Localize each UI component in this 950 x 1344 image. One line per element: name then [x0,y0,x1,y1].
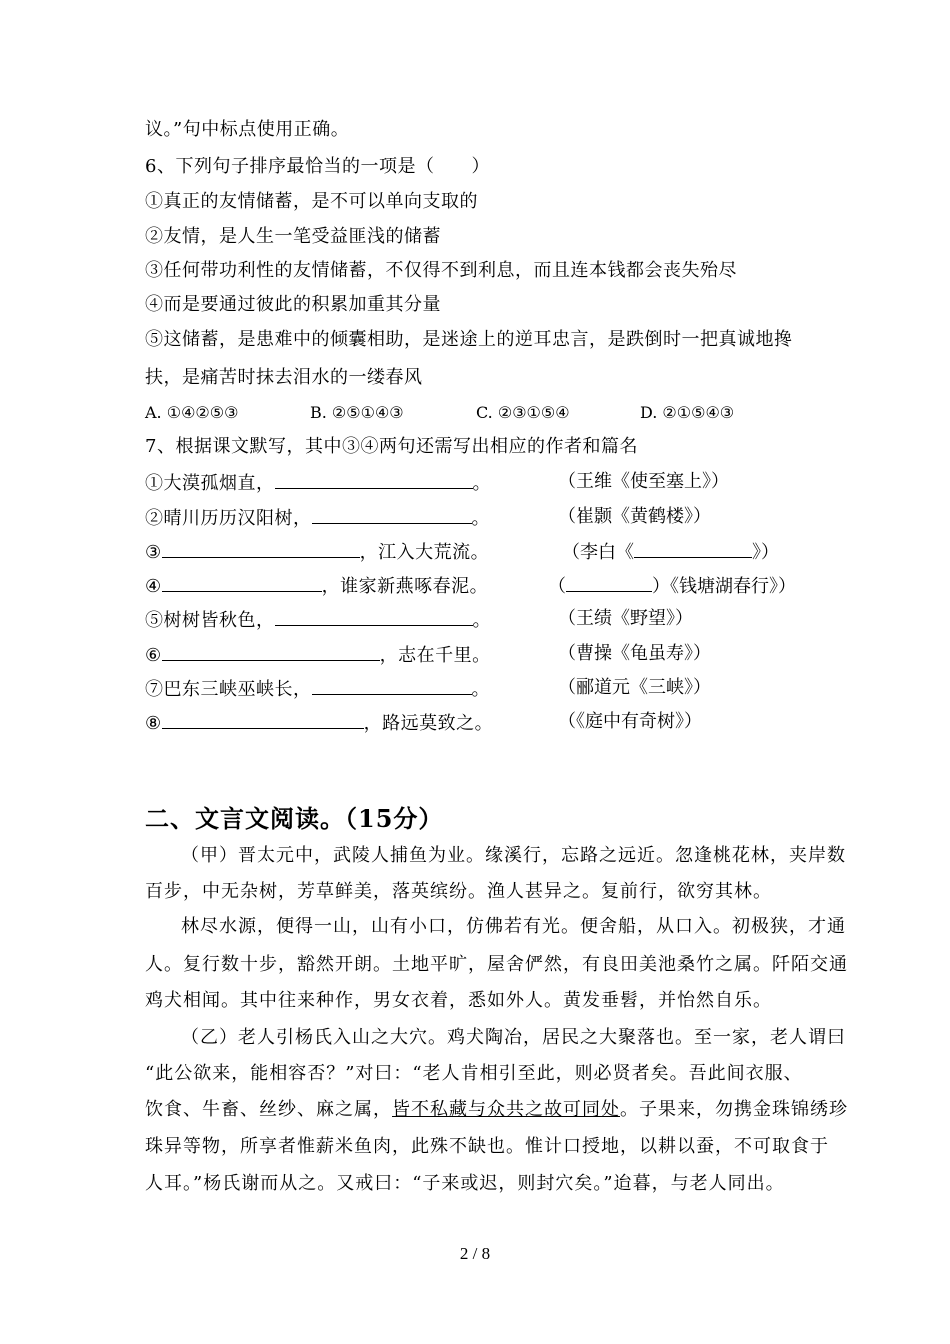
q7-source: （王绩《野望》） [558,608,693,629]
q7-prompt: 7、根据课文默写，其中③④两句还需写出相应的作者和篇名 [145,436,638,457]
fill-blank[interactable] [275,607,473,626]
q7-source-text: （李白《 [562,542,634,563]
q7-item [145,470,491,496]
q7-item-text: ⑥ [145,645,162,666]
q7-source: （崔颢《黄鹤楼》） [558,506,711,527]
passage-line: （乙）老人引杨氏入山之大穴。鸡犬陶冶，居民之大聚落也。至一家，老人谓曰 [181,1027,846,1048]
q6-option-d: D. ②①⑤④③ [640,403,735,422]
fill-blank[interactable] [275,470,473,489]
q7-item-text: ④ [145,576,162,597]
q6-item: ②友情，是人生一笔受益匪浅的储蓄 [145,226,441,247]
q7-item-text: 。 [472,473,491,494]
q6-item: ④而是要通过彼此的积累加重其分量 [145,294,441,315]
passage-line: 鸡犬相闻。其中往来种作，男女衣着，悉如外人。黄发垂髫，并怡然自乐。 [145,990,772,1011]
q7-source: （曹操《龟虽寿》） [558,643,711,664]
underlined-sentence: 皆不私藏与众共之故可同处 [392,1099,620,1120]
fill-blank[interactable] [566,573,652,592]
fill-blank[interactable] [162,642,380,661]
fill-blank[interactable] [312,505,472,524]
page-number: 2 / 8 [459,1244,491,1263]
q7-source: （郦道元《三峡》） [558,677,711,698]
q7-item-text: ，江入大荒流。 [359,542,490,563]
q7-item-text: ⑧ [145,713,162,734]
passage-line: 人耳。”杨氏谢而从之。又戒曰：“子来或迟，则封穴矣。”迨暮，与老人同出。 [145,1173,785,1194]
passage-line: 林尽水源，便得一山，山有小口，仿佛若有光。便舍船，从口入。初极狭，才通 [181,916,846,937]
q7-item [145,539,489,565]
q7-item [145,676,490,702]
q7-item-text: ⑦巴东三峡巫峡长， [145,679,312,700]
passage-line: 珠异等物，所享者惟薪米鱼肉，此殊不缺也。惟计口授地，以耕以蚕，不可取食于 [145,1136,829,1157]
q6-item: 扶，是痛苦时抹去泪水的一缕春风 [145,367,423,388]
section-title: 二、文言文阅读。（15分） [145,804,444,833]
q7-item [145,710,493,736]
passage-line [145,1098,848,1122]
fill-blank[interactable] [312,676,472,695]
q6-option-a: A. ①④②⑤③ [145,403,239,422]
fill-blank[interactable] [162,573,322,592]
q7-item-text: ②晴川历历汉阳树， [145,508,312,529]
q7-item-text: 。 [472,610,491,631]
q7-source-text: （ [548,576,566,597]
q7-source: （《庭中有奇树》） [558,711,702,732]
passage-line: “此公欲来，能相容否？”对曰：“老人肯相引至此，则必贤者矣。吾此间衣服、 [145,1063,803,1084]
q5-tail: 议。”句中标点使用正确。 [145,119,350,140]
q6-item: ①真正的友情储蓄，是不可以单向支取的 [145,191,478,212]
q6-prompt: 6、下列句子排序最恰当的一项是（ ） [145,156,490,177]
q7-item-text: ，志在千里。 [379,645,491,666]
q7-item [145,642,491,668]
q6-item: ③任何带功利性的友情储蓄，不仅得不到利息，而且连本钱都会丧失殆尽 [145,260,737,281]
fill-blank[interactable] [634,539,752,558]
q7-item-text: 。 [471,508,490,529]
fill-blank[interactable] [162,710,364,729]
q7-item-text: ，谁家新燕啄春泥。 [321,576,489,597]
fill-blank[interactable] [162,539,360,558]
passage-line: （甲）晋太元中，武陵人捕鱼为业。缘溪行，忘路之远近。忽逢桃花林，夹岸数 [181,845,846,866]
passage-line: 人。复行数十步，豁然开朗。土地平旷，屋舍俨然，有良田美池桑竹之属。阡陌交通 [145,954,848,975]
q7-item-text: ①大漠孤烟直， [145,473,275,494]
q7-source [562,539,779,565]
q7-item [145,573,488,599]
q7-source-text: 》） [752,542,779,563]
q7-item [145,505,490,531]
q6-option-c: C. ②③①⑤④ [476,403,570,422]
passage-text: 。子果来，勿携金珠锦绣珍 [620,1099,848,1120]
q7-item-text: 。 [471,679,490,700]
q6-option-b: B. ②⑤①④③ [310,403,404,422]
passage-line: 百步，中无杂树，芳草鲜美，落英缤纷。渔人甚异之。复前行，欲穷其林。 [145,881,772,902]
q7-source: （王维《使至塞上》） [558,471,729,492]
passage-text: 饮食、牛畜、丝纱、麻之属， [145,1099,392,1120]
q7-source-text: ）《钱塘湖春行》） [652,576,796,597]
q7-item-text: ，路远莫致之。 [363,713,494,734]
q7-item-text: ③ [145,542,162,563]
q7-source [548,573,796,599]
q7-item [145,607,491,633]
q7-item-text: ⑤树树皆秋色， [145,610,275,631]
q6-item: ⑤这储蓄，是患难中的倾囊相助，是迷途上的逆耳忠言，是跌倒时一把真诚地搀 [145,329,793,350]
